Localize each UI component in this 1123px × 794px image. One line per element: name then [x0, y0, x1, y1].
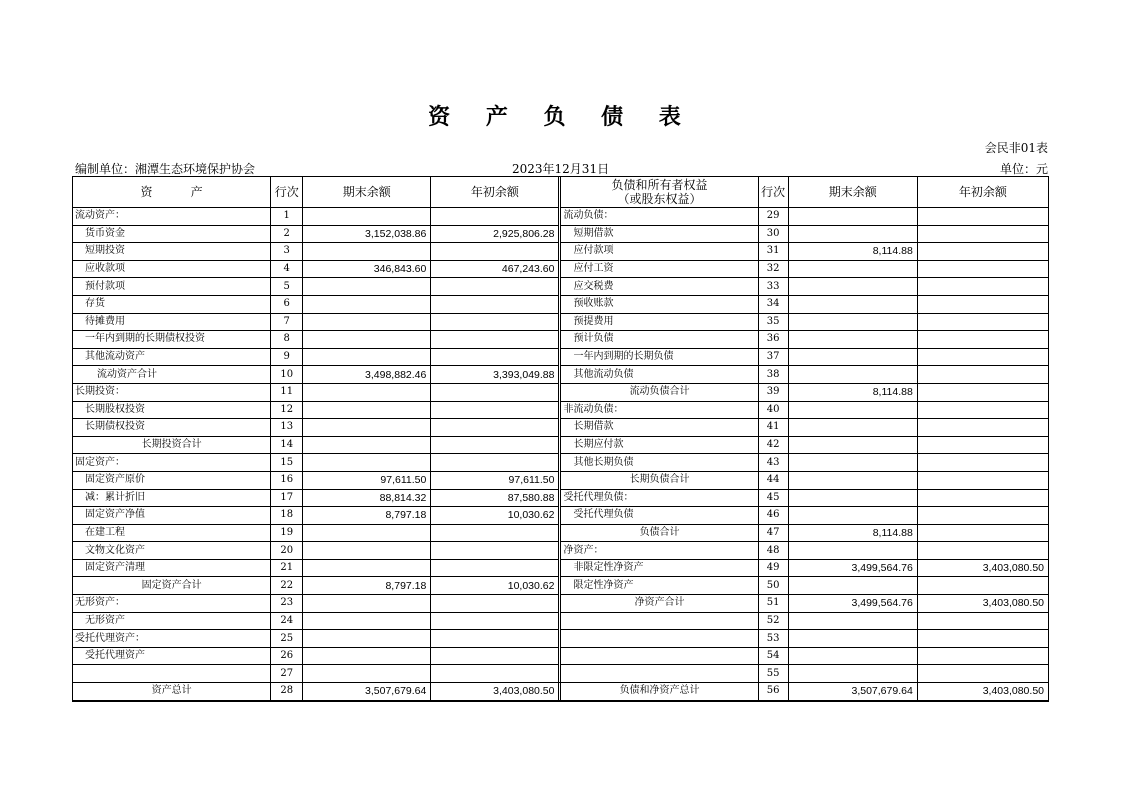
asset-row-no: 1 [271, 208, 303, 226]
currency-unit: 单位：元 [999, 162, 1048, 176]
liability-row-no: 47 [758, 524, 788, 542]
header-begin-balance: 年初余额 [431, 177, 559, 208]
asset-label: 一年内到期的长期债权投资 [73, 331, 271, 349]
liability-begin-balance: 3,403,080.50 [917, 595, 1048, 613]
asset-end-balance [303, 331, 431, 349]
asset-begin-balance [431, 559, 559, 577]
asset-begin-balance [431, 630, 559, 648]
asset-end-balance: 8,797.18 [303, 577, 431, 595]
liability-begin-balance [917, 507, 1048, 525]
table-row [73, 612, 1049, 630]
table-row [73, 348, 1049, 366]
asset-row-no: 17 [271, 489, 303, 507]
liability-begin-balance [917, 630, 1048, 648]
header-row-no-right: 行次 [758, 177, 788, 208]
asset-label: 固定资产原价 [73, 471, 271, 489]
org-label: 编制单位：湘潭生态环境保护协会 [75, 162, 256, 176]
asset-row-no: 3 [271, 243, 303, 261]
table-row [73, 366, 1049, 384]
asset-begin-balance [431, 524, 559, 542]
table-row [73, 208, 1049, 226]
asset-begin-balance [431, 612, 559, 630]
liability-end-balance [788, 278, 917, 296]
liability-row-no: 32 [758, 260, 788, 278]
asset-end-balance: 97,611.50 [303, 471, 431, 489]
liability-end-balance [788, 295, 917, 313]
liability-end-balance [788, 260, 917, 278]
liability-row-no: 46 [758, 507, 788, 525]
asset-label: 存货 [73, 295, 271, 313]
liability-label [561, 665, 758, 683]
asset-begin-balance [431, 383, 559, 401]
asset-end-balance [303, 630, 431, 648]
liability-row-no: 34 [758, 295, 788, 313]
table-row [73, 313, 1049, 331]
liability-label: 应付款项 [561, 243, 758, 261]
liability-end-balance: 3,499,564.76 [788, 559, 917, 577]
liability-begin-balance [917, 260, 1048, 278]
asset-label: 应收款项 [73, 260, 271, 278]
liability-end-balance [788, 225, 917, 243]
asset-begin-balance [431, 295, 559, 313]
liability-end-balance [788, 630, 917, 648]
asset-row-no: 4 [271, 260, 303, 278]
liability-end-balance [788, 401, 917, 419]
header-liabilities-line2: （或股东权益） [617, 192, 702, 206]
table-row [73, 383, 1049, 401]
liability-label: 受托代理负债 [561, 507, 758, 525]
liability-row-no: 30 [758, 225, 788, 243]
liability-label: 预计负债 [561, 331, 758, 349]
liability-end-balance [788, 436, 917, 454]
liability-label: 流动负债： [561, 208, 758, 226]
liability-begin-balance [917, 436, 1048, 454]
asset-begin-balance [431, 331, 559, 349]
asset-label: 长期投资合计 [73, 436, 271, 454]
liability-label: 应交税费 [561, 278, 758, 296]
liability-end-balance [788, 366, 917, 384]
asset-begin-balance: 3,393,049.88 [431, 366, 559, 384]
table-row [73, 559, 1049, 577]
liability-row-no: 51 [758, 595, 788, 613]
asset-row-no: 26 [271, 647, 303, 665]
liability-label [561, 630, 758, 648]
asset-label: 长期股权投资 [73, 401, 271, 419]
asset-begin-balance [431, 454, 559, 472]
asset-row-no: 12 [271, 401, 303, 419]
asset-end-balance [303, 383, 431, 401]
asset-begin-balance: 467,243.60 [431, 260, 559, 278]
asset-label: 无形资产 [73, 612, 271, 630]
liability-row-no: 52 [758, 612, 788, 630]
table-row [73, 647, 1049, 665]
liability-label: 净资产： [561, 542, 758, 560]
asset-row-no: 16 [271, 471, 303, 489]
liability-end-balance [788, 471, 917, 489]
asset-begin-balance [431, 278, 559, 296]
table-row [73, 665, 1049, 683]
liability-end-balance [788, 542, 917, 560]
liability-end-balance: 8,114.88 [788, 243, 917, 261]
asset-label: 流动资产合计 [73, 366, 271, 384]
liability-begin-balance [917, 577, 1048, 595]
asset-label: 固定资产： [73, 454, 271, 472]
asset-end-balance [303, 208, 431, 226]
asset-end-balance [303, 419, 431, 437]
liability-end-balance [788, 419, 917, 437]
asset-end-balance [303, 436, 431, 454]
asset-row-no: 14 [271, 436, 303, 454]
asset-row-no: 6 [271, 295, 303, 313]
liability-end-balance [788, 665, 917, 683]
asset-row-no: 20 [271, 542, 303, 560]
asset-end-balance: 3,507,679.64 [303, 683, 431, 701]
asset-row-no: 25 [271, 630, 303, 648]
liability-end-balance [788, 331, 917, 349]
asset-label: 货币资金 [73, 225, 271, 243]
liability-label: 长期负债合计 [561, 471, 758, 489]
liability-end-balance [788, 612, 917, 630]
liability-label: 非流动负债： [561, 401, 758, 419]
table-row [73, 471, 1049, 489]
asset-row-no: 8 [271, 331, 303, 349]
asset-label: 无形资产： [73, 595, 271, 613]
liability-begin-balance [917, 542, 1048, 560]
asset-label: 流动资产： [73, 208, 271, 226]
asset-end-balance [303, 524, 431, 542]
asset-end-balance [303, 665, 431, 683]
liability-row-no: 49 [758, 559, 788, 577]
liability-begin-balance [917, 278, 1048, 296]
report-date: 2023年12月31日 [512, 162, 610, 176]
liability-row-no: 50 [758, 577, 788, 595]
liability-label: 预提费用 [561, 313, 758, 331]
table-row [73, 542, 1049, 560]
asset-row-no: 9 [271, 348, 303, 366]
asset-begin-balance [431, 542, 559, 560]
table-row [73, 507, 1049, 525]
asset-begin-balance [431, 647, 559, 665]
liability-begin-balance [917, 348, 1048, 366]
liability-begin-balance: 3,403,080.50 [917, 559, 1048, 577]
liability-begin-balance [917, 489, 1048, 507]
asset-row-no: 27 [271, 665, 303, 683]
table-row [73, 489, 1049, 507]
header-liabilities [561, 177, 758, 208]
liability-row-no: 43 [758, 454, 788, 472]
liability-end-balance [788, 489, 917, 507]
liability-row-no: 29 [758, 208, 788, 226]
table-row [73, 260, 1049, 278]
table-row [73, 295, 1049, 313]
liability-row-no: 55 [758, 665, 788, 683]
liability-end-balance [788, 313, 917, 331]
asset-label: 固定资产合计 [73, 577, 271, 595]
liability-label: 一年内到期的长期负债 [561, 348, 758, 366]
asset-label: 在建工程 [73, 524, 271, 542]
asset-begin-balance: 2,925,806.28 [431, 225, 559, 243]
liability-begin-balance [917, 471, 1048, 489]
liability-begin-balance [917, 295, 1048, 313]
asset-row-no: 5 [271, 278, 303, 296]
header-asset: 资 产 [73, 177, 271, 208]
liability-row-no: 48 [758, 542, 788, 560]
asset-begin-balance: 10,030.62 [431, 577, 559, 595]
liability-begin-balance [917, 208, 1048, 226]
header-end-balance-right: 期末余额 [788, 177, 917, 208]
liability-row-no: 56 [758, 683, 788, 701]
table-row [73, 401, 1049, 419]
liability-begin-balance [917, 419, 1048, 437]
table-row [73, 243, 1049, 261]
liability-begin-balance [917, 243, 1048, 261]
liability-end-balance: 8,114.88 [788, 383, 917, 401]
asset-begin-balance: 10,030.62 [431, 507, 559, 525]
asset-label [73, 665, 271, 683]
asset-begin-balance [431, 419, 559, 437]
asset-begin-balance: 87,580.88 [431, 489, 559, 507]
liability-row-no: 42 [758, 436, 788, 454]
asset-end-balance [303, 278, 431, 296]
asset-end-balance [303, 348, 431, 366]
liability-row-no: 41 [758, 419, 788, 437]
liability-label: 预收账款 [561, 295, 758, 313]
asset-begin-balance [431, 348, 559, 366]
asset-label: 受托代理资产 [73, 647, 271, 665]
liability-label: 长期借款 [561, 419, 758, 437]
asset-label: 短期投资 [73, 243, 271, 261]
balance-sheet-table [72, 176, 1049, 702]
liability-row-no: 54 [758, 647, 788, 665]
liability-row-no: 33 [758, 278, 788, 296]
liability-label: 受托代理负债： [561, 489, 758, 507]
liability-row-no: 44 [758, 471, 788, 489]
asset-end-balance [303, 612, 431, 630]
liability-end-balance [788, 647, 917, 665]
liability-begin-balance [917, 383, 1048, 401]
table-row [73, 331, 1049, 349]
table-row [73, 454, 1049, 472]
header-row-no: 行次 [271, 177, 303, 208]
asset-begin-balance [431, 595, 559, 613]
asset-row-no: 24 [271, 612, 303, 630]
liability-end-balance [788, 454, 917, 472]
asset-begin-balance [431, 243, 559, 261]
liability-label: 限定性净资产 [561, 577, 758, 595]
table-row [73, 683, 1049, 701]
liability-row-no: 45 [758, 489, 788, 507]
asset-row-no: 7 [271, 313, 303, 331]
liability-begin-balance [917, 612, 1048, 630]
asset-row-no: 19 [271, 524, 303, 542]
asset-end-balance: 3,152,038.86 [303, 225, 431, 243]
asset-row-no: 21 [271, 559, 303, 577]
liability-end-balance [788, 208, 917, 226]
asset-row-no: 28 [271, 683, 303, 701]
asset-end-balance [303, 313, 431, 331]
asset-end-balance [303, 243, 431, 261]
asset-row-no: 2 [271, 225, 303, 243]
liability-row-no: 53 [758, 630, 788, 648]
asset-row-no: 18 [271, 507, 303, 525]
liability-row-no: 36 [758, 331, 788, 349]
header-end-balance: 期末余额 [303, 177, 431, 208]
asset-label: 待摊费用 [73, 313, 271, 331]
liability-begin-balance [917, 454, 1048, 472]
asset-begin-balance [431, 313, 559, 331]
header-liabilities-line1: 负债和所有者权益 [611, 178, 708, 192]
asset-begin-balance [431, 665, 559, 683]
asset-begin-balance: 3,403,080.50 [431, 683, 559, 701]
asset-end-balance: 8,797.18 [303, 507, 431, 525]
liability-label: 负债合计 [561, 524, 758, 542]
asset-begin-balance [431, 401, 559, 419]
asset-end-balance [303, 401, 431, 419]
asset-end-balance [303, 542, 431, 560]
asset-label: 资产总计 [73, 683, 271, 701]
liability-end-balance [788, 348, 917, 366]
liability-end-balance: 3,507,679.64 [788, 683, 917, 701]
asset-begin-balance [431, 436, 559, 454]
liability-end-balance [788, 507, 917, 525]
table-row [73, 278, 1049, 296]
asset-row-no: 23 [271, 595, 303, 613]
liability-begin-balance [917, 665, 1048, 683]
asset-row-no: 11 [271, 383, 303, 401]
asset-end-balance [303, 559, 431, 577]
asset-row-no: 13 [271, 419, 303, 437]
liability-begin-balance [917, 524, 1048, 542]
table-row [73, 524, 1049, 542]
liability-label [561, 647, 758, 665]
table-row [73, 577, 1049, 595]
liability-label: 长期应付款 [561, 436, 758, 454]
asset-begin-balance: 97,611.50 [431, 471, 559, 489]
asset-label: 受托代理资产： [73, 630, 271, 648]
asset-end-balance [303, 595, 431, 613]
liability-begin-balance [917, 401, 1048, 419]
liability-end-balance [788, 577, 917, 595]
asset-end-balance [303, 454, 431, 472]
liability-row-no: 40 [758, 401, 788, 419]
asset-row-no: 10 [271, 366, 303, 384]
asset-end-balance [303, 647, 431, 665]
liability-label: 短期借款 [561, 225, 758, 243]
form-code: 会民非01表 [984, 141, 1048, 155]
asset-label: 其他流动资产 [73, 348, 271, 366]
asset-label: 文物文化资产 [73, 542, 271, 560]
liability-begin-balance [917, 313, 1048, 331]
header-begin-balance-right: 年初余额 [917, 177, 1048, 208]
table-row [73, 225, 1049, 243]
liability-end-balance: 8,114.88 [788, 524, 917, 542]
liability-label: 非限定性净资产 [561, 559, 758, 577]
asset-label: 固定资产净值 [73, 507, 271, 525]
liability-begin-balance [917, 225, 1048, 243]
asset-label: 预付款项 [73, 278, 271, 296]
asset-begin-balance [431, 208, 559, 226]
asset-row-no: 22 [271, 577, 303, 595]
liability-begin-balance [917, 647, 1048, 665]
asset-end-balance: 88,814.32 [303, 489, 431, 507]
liability-begin-balance: 3,403,080.50 [917, 683, 1048, 701]
liability-row-no: 38 [758, 366, 788, 384]
liability-label [561, 612, 758, 630]
liability-row-no: 39 [758, 383, 788, 401]
asset-label: 固定资产清理 [73, 559, 271, 577]
table-row [73, 630, 1049, 648]
asset-row-no: 15 [271, 454, 303, 472]
asset-end-balance: 346,843.60 [303, 260, 431, 278]
table-row [73, 436, 1049, 454]
liability-end-balance: 3,499,564.76 [788, 595, 917, 613]
table-row [73, 419, 1049, 437]
report-title: 资 产 负 债 表 [428, 105, 695, 130]
liability-label: 其他长期负债 [561, 454, 758, 472]
liability-begin-balance [917, 331, 1048, 349]
header-row [73, 177, 1049, 208]
liability-label: 应付工资 [561, 260, 758, 278]
asset-label: 长期债权投资 [73, 419, 271, 437]
liability-label: 负债和净资产总计 [561, 683, 758, 701]
liability-row-no: 37 [758, 348, 788, 366]
liability-label: 其他流动负债 [561, 366, 758, 384]
liability-begin-balance [917, 366, 1048, 384]
liability-row-no: 31 [758, 243, 788, 261]
asset-label: 减：累计折旧 [73, 489, 271, 507]
asset-label: 长期投资： [73, 383, 271, 401]
liability-row-no: 35 [758, 313, 788, 331]
asset-end-balance [303, 295, 431, 313]
liability-label: 流动负债合计 [561, 383, 758, 401]
table-row [73, 595, 1049, 613]
liability-label: 净资产合计 [561, 595, 758, 613]
asset-end-balance: 3,498,882.46 [303, 366, 431, 384]
